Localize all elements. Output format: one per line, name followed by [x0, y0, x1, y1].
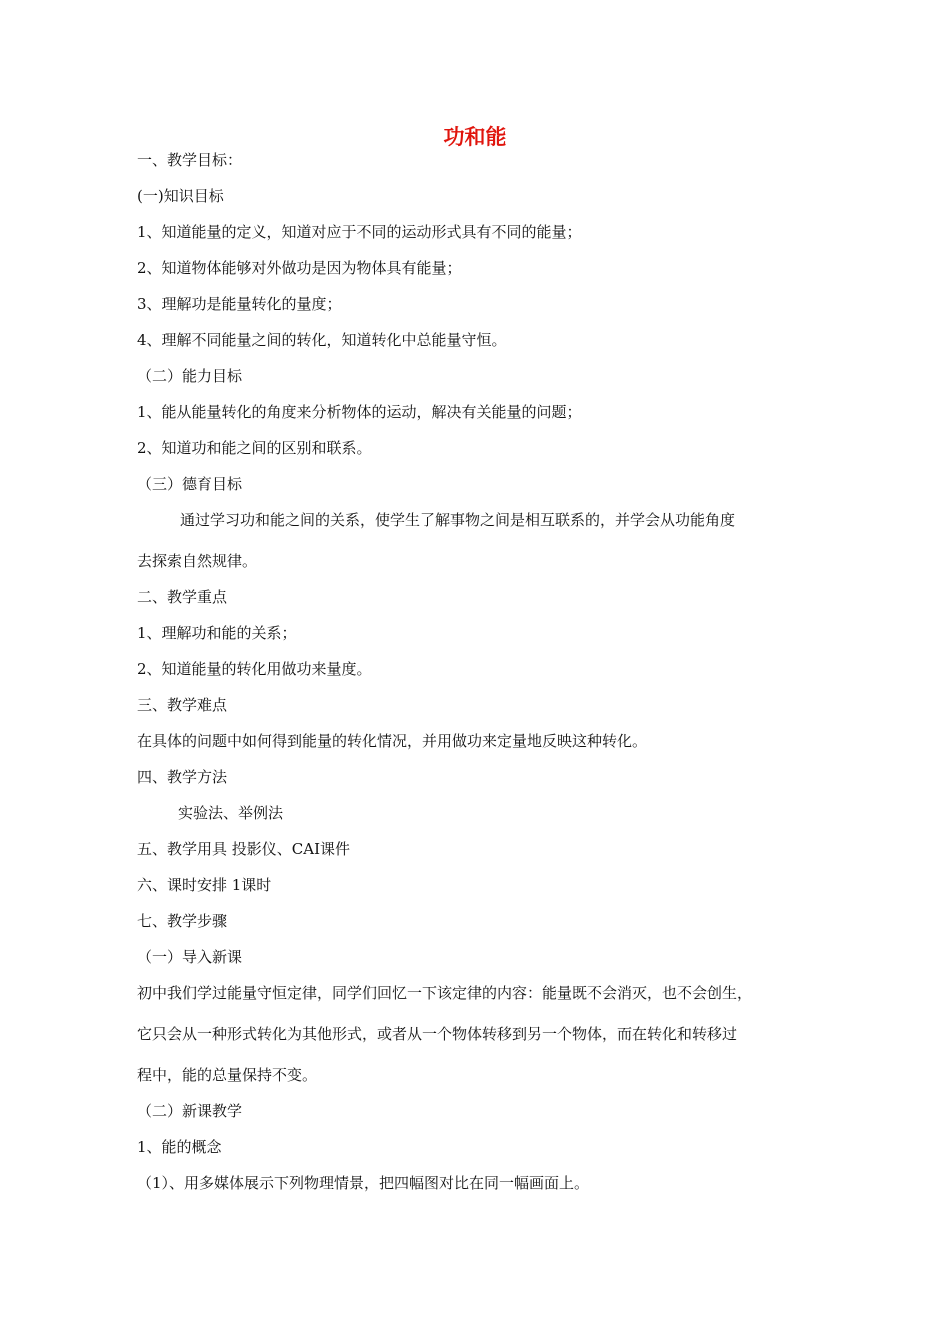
paragraph-line: 去探索自然规律。 [137, 552, 258, 570]
section-heading: 一、教学目标： [137, 151, 243, 169]
text-line: 1、理解功和能的关系； [137, 624, 297, 642]
section-heading: 六、课时安排 1课时 [137, 876, 272, 894]
section-heading: 三、教学难点 [137, 696, 228, 714]
paragraph-line: 通过学习功和能之间的关系，使学生了解事物之间是相互联系的，并学会从功能角度 [180, 511, 736, 529]
document-title: 功和能 [443, 125, 507, 149]
text-line: 4、理解不同能量之间的转化，知道转化中总能量守恒。 [137, 331, 507, 349]
subsection-heading: （一）导入新课 [137, 948, 243, 966]
text-line: 2、知道物体能够对外做功是因为物体具有能量； [137, 259, 462, 277]
text-line: 1、能从能量转化的角度来分析物体的运动，解决有关能量的问题； [137, 403, 582, 421]
paragraph-line: 它只会从一种形式转化为其他形式，或者从一个物体转移到另一个物体，而在转化和转移过 [137, 1025, 738, 1043]
section-heading: 七、教学步骤 [137, 912, 228, 930]
section-heading: 四、教学方法 [137, 768, 228, 786]
section-heading: 五、教学用具 投影仪、CAI课件 [137, 840, 351, 858]
text-line: （1）、用多媒体展示下列物理情景，把四幅图对比在同一幅画面上。 [137, 1174, 590, 1192]
text-line: 1、能的概念 [137, 1138, 222, 1156]
section-heading: 二、教学重点 [137, 588, 228, 606]
text-line: 在具体的问题中如何得到能量的转化情况，并用做功来定量地反映这种转化。 [137, 732, 648, 750]
text-line: 3、理解功是能量转化的量度； [137, 295, 342, 313]
paragraph-line: 初中我们学过能量守恒定律，同学们回忆一下该定律的内容：能量既不会消灭，也不会创生， [137, 984, 753, 1002]
subsection-heading: （二）新课教学 [137, 1102, 243, 1120]
text-line: 1、知道能量的定义，知道对应于不同的运动形式具有不同的能量； [137, 223, 582, 241]
text-line: 实验法、举例法 [178, 804, 284, 822]
text-line: 2、知道功和能之间的区别和联系。 [137, 439, 372, 457]
paragraph-line: 程中，能的总量保持不变。 [137, 1066, 318, 1084]
subsection-heading: （二）能力目标 [137, 367, 243, 385]
subsection-heading: (一)知识目标 [137, 187, 224, 205]
text-line: 2、知道能量的转化用做功来量度。 [137, 660, 372, 678]
subsection-heading: （三）德育目标 [137, 475, 243, 493]
